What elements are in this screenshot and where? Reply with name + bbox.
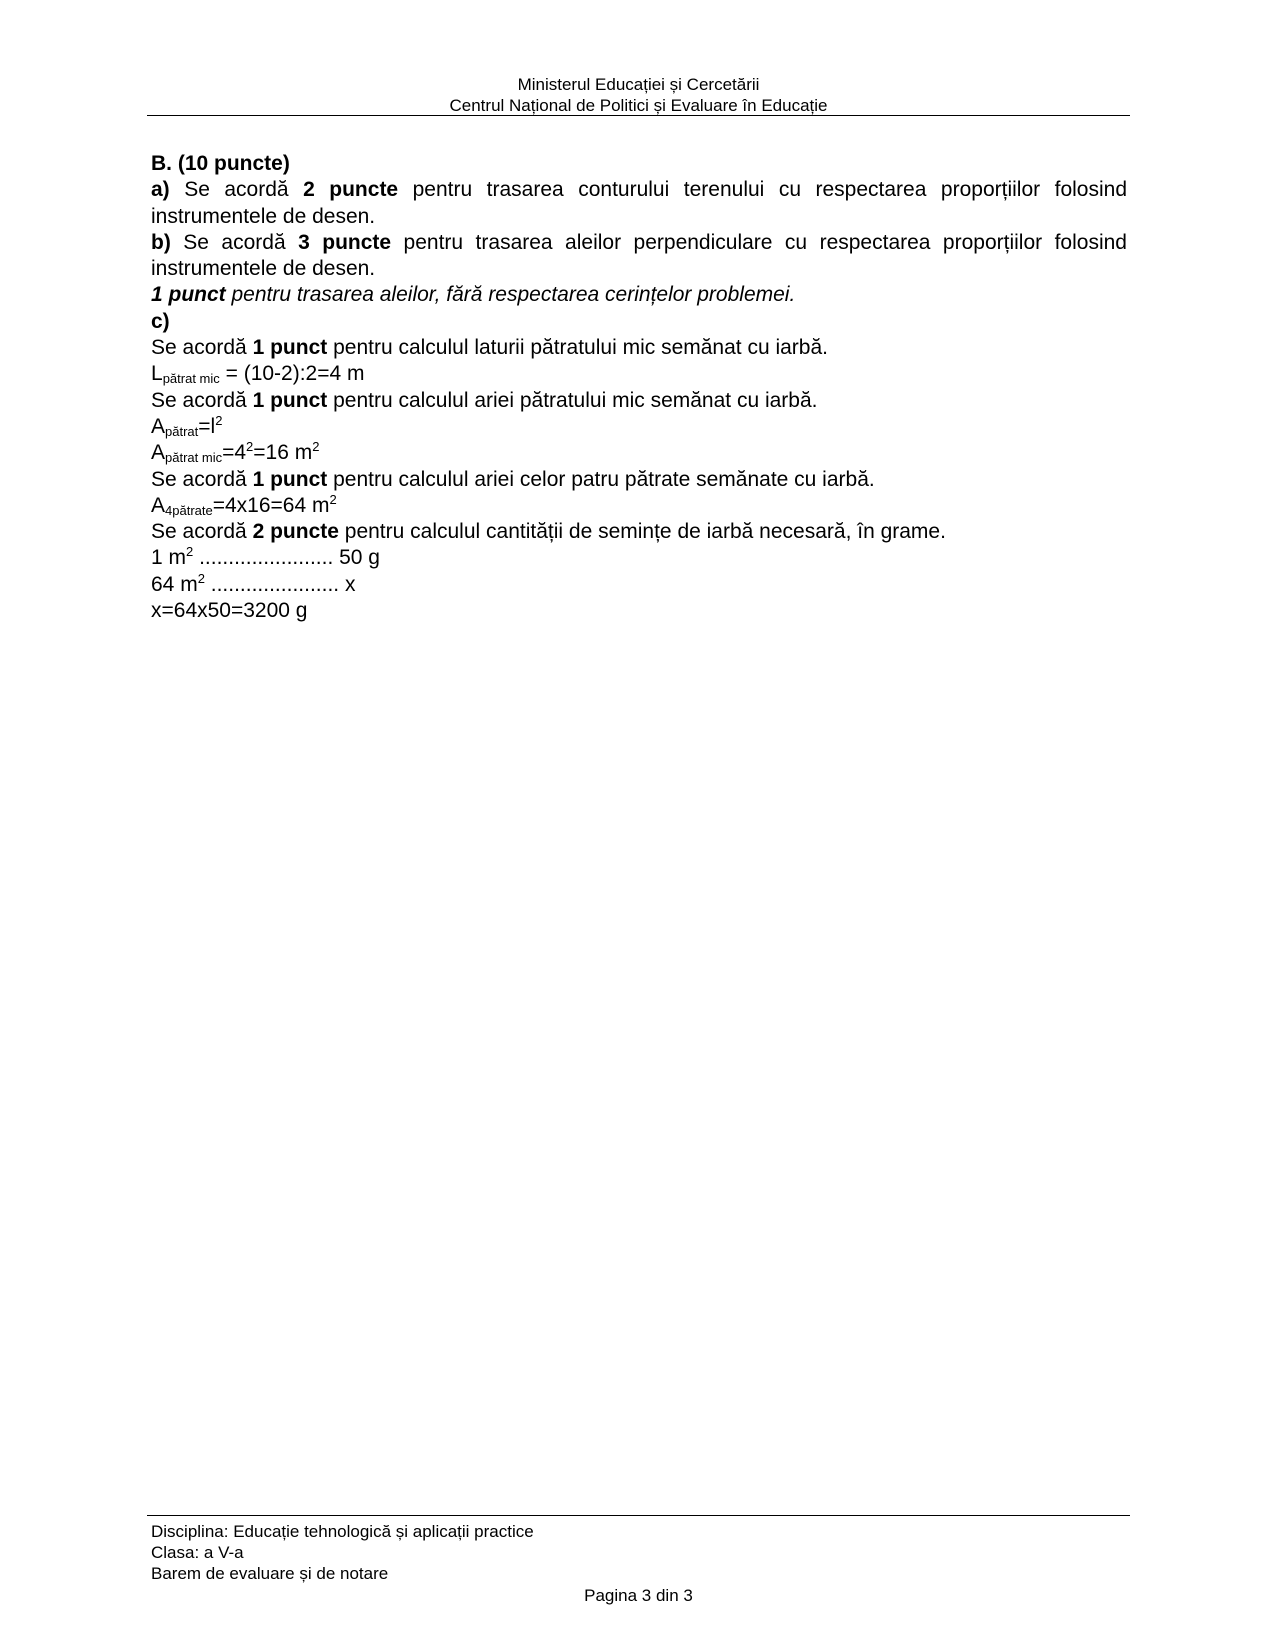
item-c-step4: Se acordă 2 puncte pentru calculul cantității de semințe de iarbă necesară, în grame. [151,520,946,544]
proportion-row-2: 64 $m^2$ ...................... x [151,570,356,596]
page-number: Pagina 3 din 3 [584,1586,693,1605]
item-c-step1: Se acordă 1 punct pentru calculul laturii pătratului mic semănat cu iarbă. [151,336,828,360]
footer-document-type: Barem de evaluare și de notare [151,1564,389,1583]
item-c-step3: Se acordă 1 punct pentru calculul ariei celor patru pătrate semănate cu iarbă. [151,467,875,491]
item-a-label: a) [151,178,170,202]
formula-side-length: $L_{pătrat mic}$ = (10-2):2=4 m [151,362,365,387]
item-b-label: b) [151,230,171,254]
formula-small-square-area: $A_{pătrat mic}=4^2=16$ $m^2$ [151,439,320,466]
footer-divider [147,1515,1130,1516]
final-result: x=64x50=3200 g [151,599,308,623]
item-c-label: c) [151,309,170,333]
item-b-partial: 1 punct pentru trasarea aleilor, fără respectarea cerințelor problemei. [151,283,796,307]
page-header [147,74,1130,116]
footer-discipline: Disciplina: Educație tehnologică și aplicații practice [151,1522,534,1541]
formula-square-area: $A_{pătrat}=l^2$ [151,412,223,439]
item-a: a) Se acordă 2 puncte pentru trasarea conturului terenului cu respectarea proporțiilor folosind instrumentele de desen. [151,178,1127,228]
header-divider [147,115,1130,116]
proportion-row-1: 1 $m^2$ ....................... 50 g [151,544,380,570]
item-b-points: 3 puncte [298,230,392,254]
ministry-name: Ministerul Educației și Cercetării [517,75,760,94]
grading-content [151,151,1127,624]
page-footer [151,1521,1127,1584]
footer-class: Clasa: a V-a [151,1543,244,1562]
formula-four-squares-area: $A_{4pătrate}=4x16=64$ $m^2$ [151,491,337,518]
item-a-points: 2 puncte [303,178,399,202]
section-title: B. (10 puncte) [151,152,290,175]
center-name: Centrul Național de Politici și Evaluare în Educație [449,96,828,115]
item-c-step2: Se acordă 1 punct pentru calculul ariei pătratului mic semănat cu iarbă. [151,388,818,412]
item-b: b) Se acordă 3 puncte pentru trasarea aleilor perpendiculare cu respectarea proporțiilor folosind instrumentele de desen. [151,230,1127,281]
